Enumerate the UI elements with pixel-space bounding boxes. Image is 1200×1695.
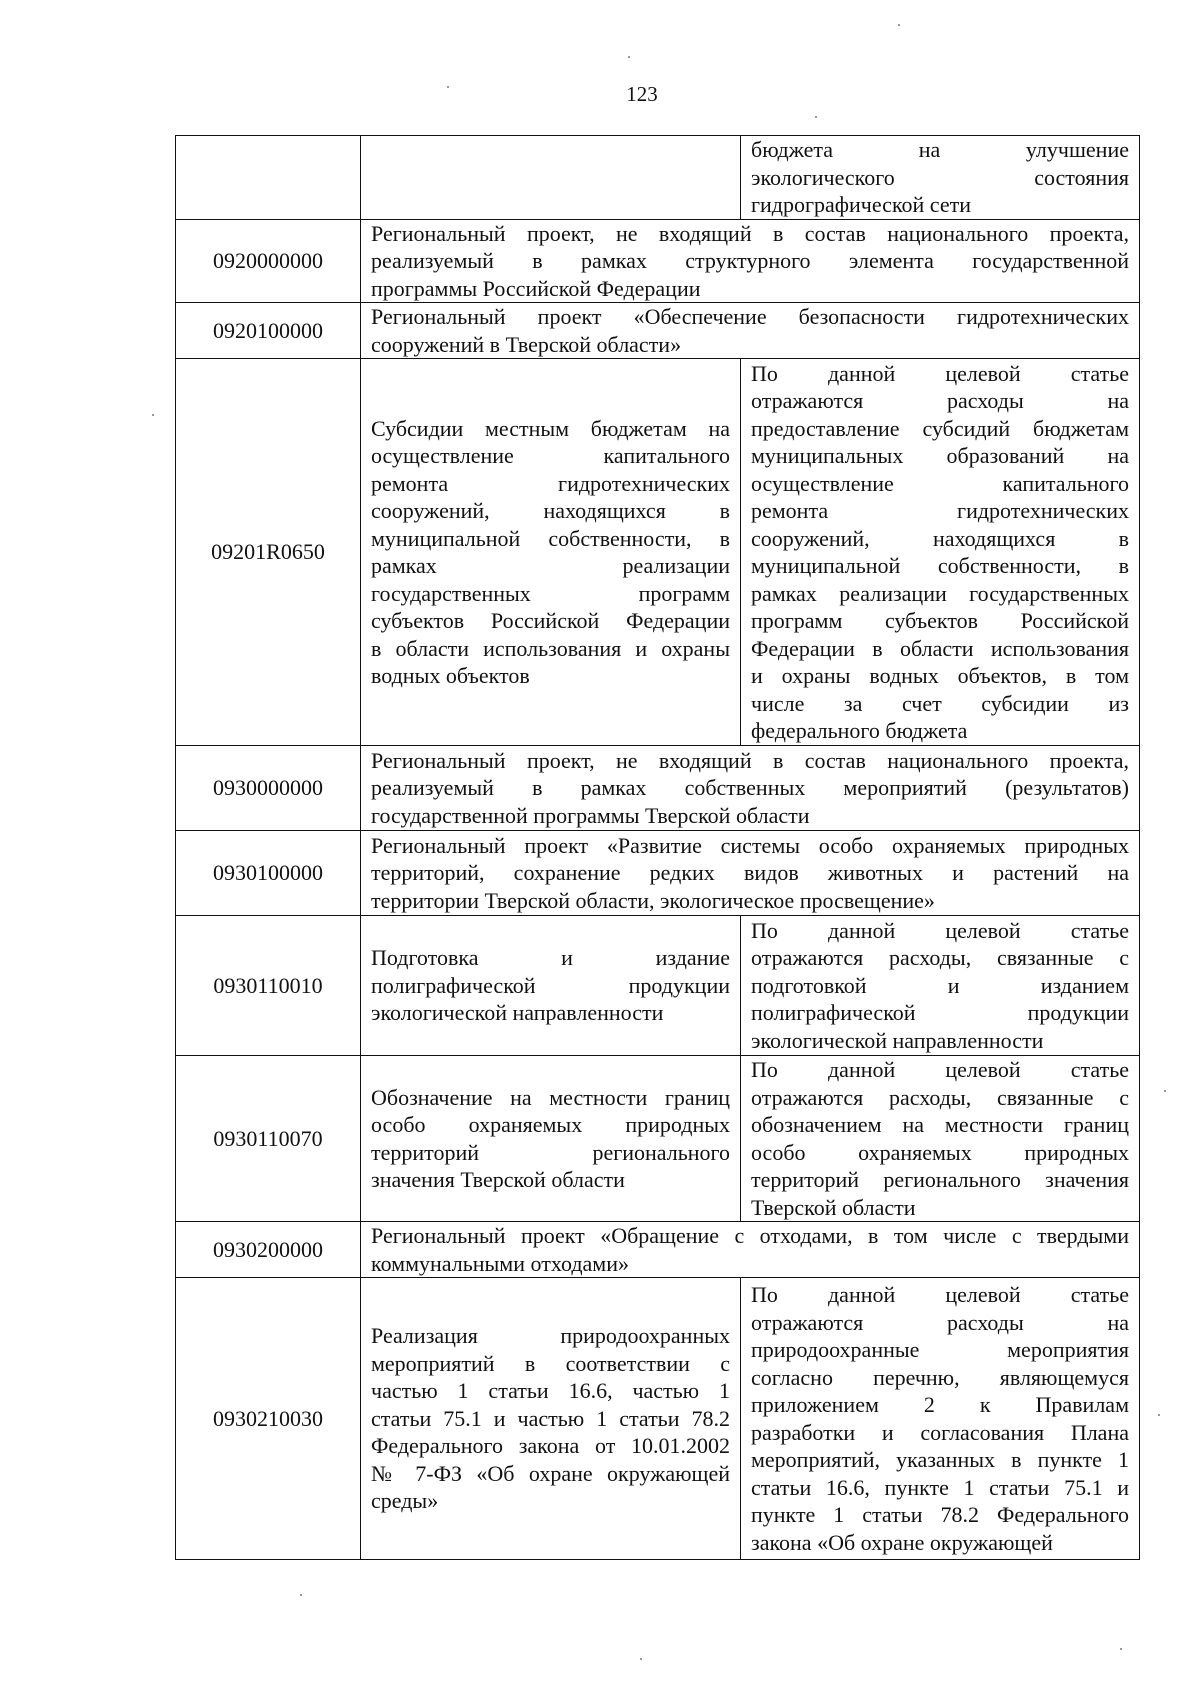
text-line: экологического состояния (751, 164, 1129, 190)
code-cell: 0930110010 (176, 916, 361, 1056)
code-cell: 0930000000 (176, 746, 361, 831)
text-line: и охраны водных объектов, в том (751, 663, 1129, 688)
scan-speck (1158, 1414, 1160, 1416)
text-line: сооружений, находящихся в (751, 525, 1129, 551)
text-line: По данной целевой статье (751, 917, 1129, 943)
text-line: осуществление капитального (371, 443, 730, 468)
code-cell: 0920100000 (176, 303, 361, 359)
scan-speck (1120, 1648, 1122, 1650)
text-line: территории Тверской области, экологическое просвещение» (371, 887, 935, 913)
article-name-cell (361, 1056, 741, 1222)
text-line: мероприятий в соответствии с (371, 1350, 730, 1376)
table-row (176, 359, 1140, 746)
text-line: согласно перечню, являющемуся (751, 1364, 1129, 1390)
text-line: сооружений, находящихся в (371, 498, 730, 523)
text-line: отражаются расходы, связанные с (751, 945, 1129, 971)
scan-speck (640, 1658, 642, 1660)
project-title-cell (361, 831, 1140, 916)
text-line: коммунальными отходами» (371, 1250, 629, 1276)
text-line: Региональный проект «Развитие системы особо охраняемых природных (371, 832, 1129, 858)
text-line: реализуемый в рамках структурного элемента государственной (371, 248, 1129, 273)
text-line: Обозначение на местности границ (371, 1084, 730, 1110)
article-name-cell (361, 1278, 741, 1560)
text-line: программы Российской Федерации (371, 275, 701, 301)
target-articles-table (175, 135, 1140, 1560)
text-line: закона «Об охране окружающей (751, 1529, 1053, 1555)
text-line: Субсидии местным бюджетам на (371, 415, 730, 441)
text-line: статьи 75.1 и частью 1 статьи 78.2 (371, 1405, 730, 1431)
table-row (176, 219, 1140, 303)
project-title-cell (361, 303, 1140, 359)
text-line: частью 1 статьи 16.6, частью 1 (371, 1378, 730, 1404)
text-line: государственных программ (371, 580, 730, 606)
text-line: отражаются расходы, связанные с (751, 1084, 1129, 1110)
text-line: гидрографической сети (751, 192, 971, 217)
table-row (176, 746, 1140, 831)
text-line: Региональный проект «Обеспечение безопасности гидротехнических (371, 304, 1129, 329)
text-line: территорий, сохранение редких видов животных и растений на (371, 860, 1129, 886)
text-line: рамках реализации государственных (751, 580, 1129, 606)
text-line: природоохранные мероприятия (751, 1337, 1129, 1362)
scan-speck (447, 86, 449, 88)
text-line: ремонта гидротехнических (751, 498, 1129, 523)
text-line: водных объектов (371, 663, 530, 688)
text-line: значения Тверской области (371, 1167, 625, 1192)
text-line: среды» (371, 1488, 439, 1514)
text-line: осуществление капитального (751, 470, 1129, 496)
article-name-cell (361, 359, 741, 746)
article-description-cell (741, 359, 1140, 746)
text-line: Региональный проект, не входящий в состав национального проекта, (371, 747, 1129, 773)
text-line: рамках реализации (371, 553, 730, 578)
text-line: Федерации в области использования (751, 635, 1129, 661)
text-line: территорий регионального (371, 1139, 730, 1165)
text-line: ремонта гидротехнических (371, 470, 730, 496)
scan-speck (898, 24, 900, 26)
code-cell: 0930200000 (176, 1222, 361, 1278)
scan-speck (628, 56, 630, 58)
scan-speck (815, 116, 817, 118)
text-line: экологической направленности (751, 1027, 1044, 1053)
project-title-cell (361, 219, 1140, 303)
project-title-cell (361, 1222, 1140, 1278)
table-row (176, 303, 1140, 359)
text-line: № 7-ФЗ «Об охране окружающей (371, 1460, 730, 1486)
text-line: особо охраняемых природных (371, 1112, 730, 1137)
text-line: в области использования и охраны (371, 635, 730, 661)
article-name-cell (361, 136, 741, 220)
code-cell: 09201R0650 (176, 359, 361, 746)
text-line: территорий регионального значения (751, 1167, 1129, 1192)
text-line: числе за счет субсидии из (751, 690, 1129, 716)
article-description-cell (741, 916, 1140, 1056)
text-line: По данной целевой статье (751, 1057, 1129, 1082)
text-line: особо охраняемых природных (751, 1139, 1129, 1165)
text-line: отражаются расходы на (751, 388, 1129, 413)
text-line: По данной целевой статье (751, 360, 1129, 386)
table-row (176, 916, 1140, 1056)
text-line: муниципальных образований на (751, 443, 1129, 468)
text-line: Региональный проект «Обращение с отходами, в том числе с твердыми (371, 1223, 1129, 1248)
article-description-cell (741, 136, 1140, 220)
article-name-cell (361, 916, 741, 1056)
project-title-cell (361, 746, 1140, 831)
text-line: По данной целевой статье (751, 1282, 1129, 1307)
scan-speck (300, 1594, 302, 1596)
text-line: полиграфической продукции (751, 1000, 1129, 1026)
text-line: мероприятий, указанных в пункте 1 (751, 1447, 1129, 1472)
text-line: реализуемый в рамках собственных мероприятий (результатов) (371, 775, 1129, 801)
table-row (176, 136, 1140, 220)
scan-speck (152, 414, 154, 416)
table-row (176, 1222, 1140, 1278)
text-line: сооружений в Тверской области» (371, 331, 682, 357)
scan-speck (1164, 1090, 1166, 1092)
text-line: Реализация природоохранных (371, 1323, 730, 1349)
text-line: пункте 1 статьи 78.2 Федерального (751, 1502, 1129, 1527)
text-line: экологической направленности (371, 1000, 664, 1026)
text-line: Подготовка и издание (371, 945, 730, 971)
text-line: предоставление субсидий бюджетам (751, 415, 1129, 441)
text-line: подготовкой и изданием (751, 972, 1129, 998)
table-row (176, 831, 1140, 916)
text-line: Федерального закона от 10.01.2002 (371, 1433, 730, 1459)
text-line: программ субъектов Российской (751, 608, 1129, 633)
text-line: бюджета на улучшение (751, 137, 1129, 162)
code-cell: 0930110070 (176, 1056, 361, 1222)
code-cell (176, 136, 361, 220)
text-line: разработки и согласования Плана (751, 1419, 1129, 1445)
table-row (176, 1056, 1140, 1222)
text-line: государственной программы Тверской области (371, 802, 810, 828)
text-line: федерального бюджета (751, 718, 968, 743)
text-line: Региональный проект, не входящий в состав национального проекта, (371, 220, 1129, 246)
text-line: муниципальной собственности, в (371, 525, 730, 551)
table-row (176, 1278, 1140, 1560)
page-number: 123 (626, 82, 658, 106)
article-description-cell (741, 1278, 1140, 1560)
text-line: муниципальной собственности, в (751, 553, 1129, 578)
code-cell: 0930210030 (176, 1278, 361, 1560)
text-line: приложением 2 к Правилам (751, 1392, 1129, 1417)
text-line: Тверской области (751, 1194, 916, 1220)
article-description-cell (741, 1056, 1140, 1222)
text-line: статьи 16.6, пункте 1 статьи 75.1 и (751, 1474, 1129, 1500)
text-line: отражаются расходы на (751, 1309, 1129, 1335)
code-cell: 0930100000 (176, 831, 361, 916)
text-line: субъектов Российской Федерации (371, 608, 730, 633)
text-line: обозначением на местности границ (751, 1112, 1129, 1137)
code-cell: 0920000000 (176, 219, 361, 303)
text-line: полиграфической продукции (371, 972, 730, 998)
